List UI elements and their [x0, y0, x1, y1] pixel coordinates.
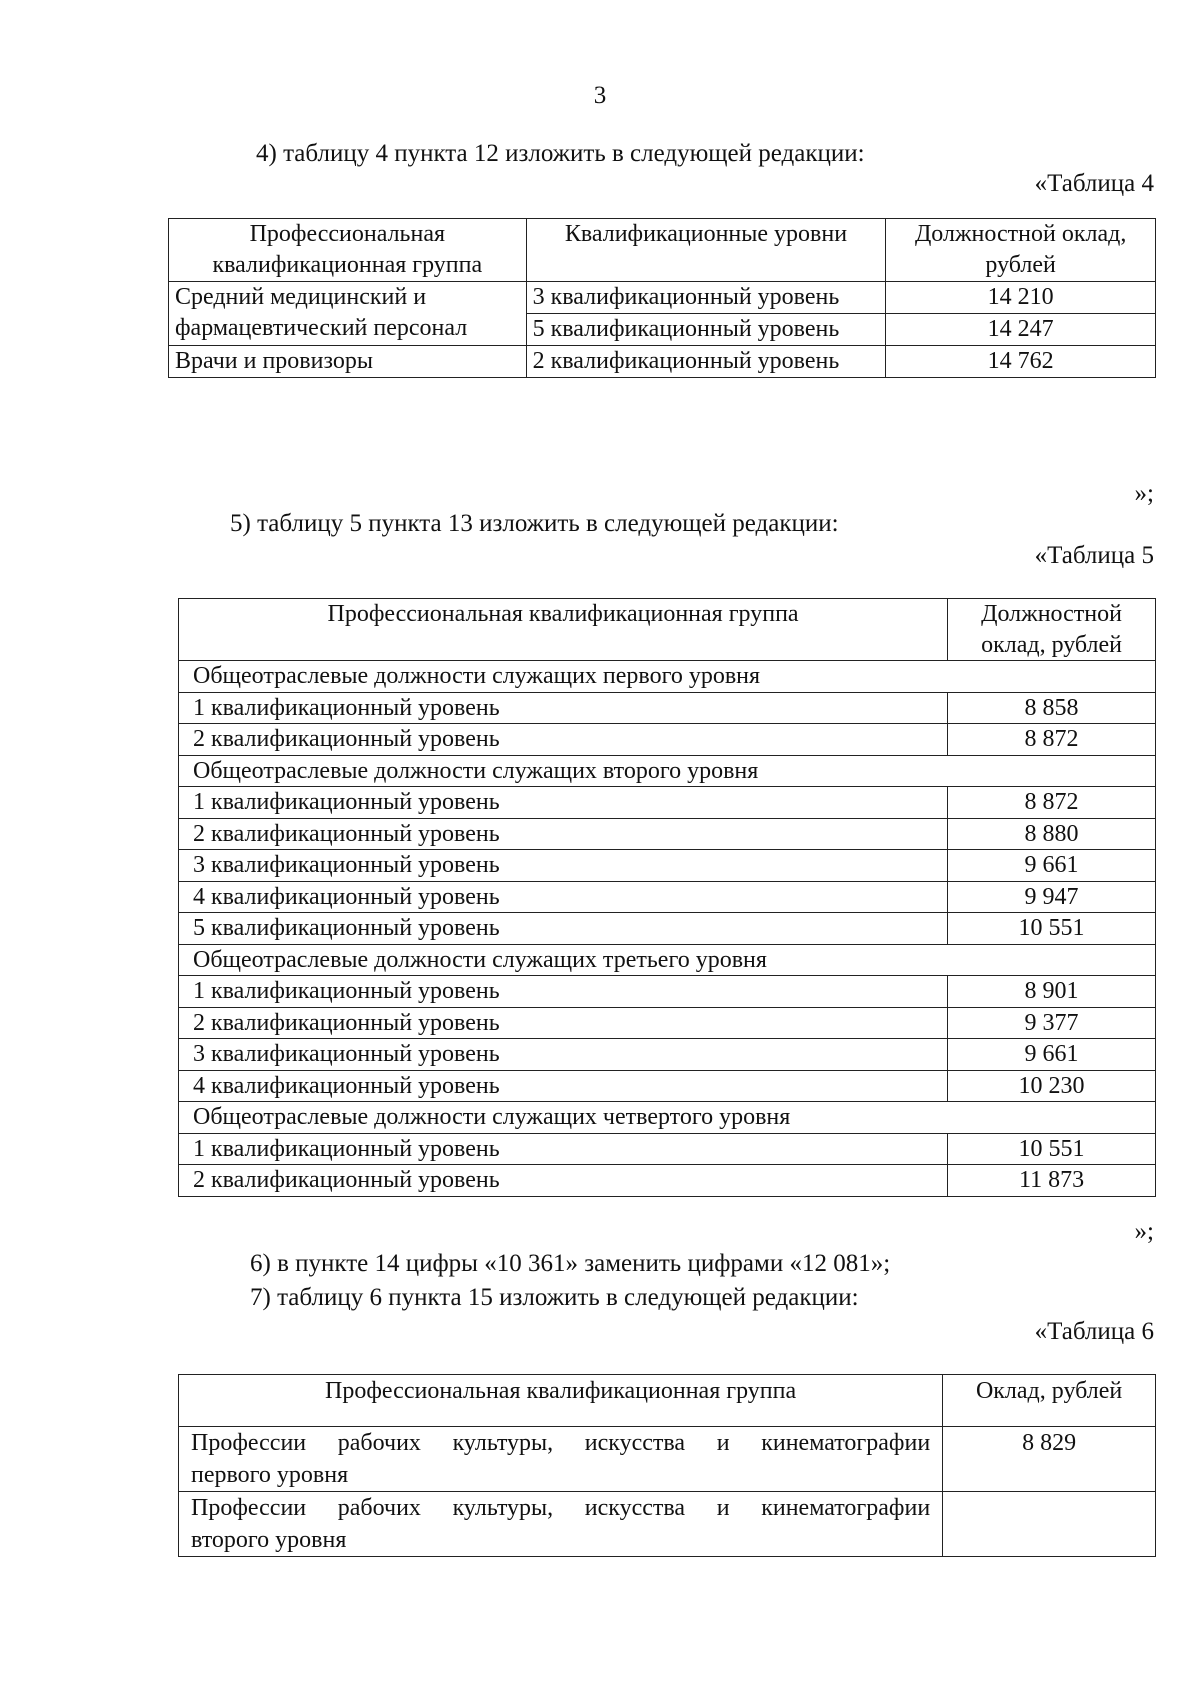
table-5-salary: 9 947 — [948, 881, 1156, 913]
table-6-header-group: Профессиональная квалификационная группа — [179, 1375, 943, 1427]
table-6-group-line2: второго уровня — [191, 1527, 347, 1553]
table-6-group-cell — [179, 1492, 943, 1557]
table-4-header-salary: Должностной оклад, рублей — [886, 219, 1156, 282]
table-5-level: 2 квалификационный уровень — [179, 1007, 948, 1039]
table-6-caption: «Таблица 6 — [1034, 1318, 1154, 1345]
table-5-group-row — [179, 1102, 1156, 1134]
table-5-level: 1 квалификационный уровень — [179, 976, 948, 1008]
table-5-salary: 9 661 — [948, 1039, 1156, 1071]
item-5-text: 5) таблицу 5 пункта 13 изложить в следующей редакции: — [230, 510, 839, 537]
item-6-text: 6) в пункте 14 цифры «10 361» заменить цифрами «12 081»; — [250, 1250, 891, 1277]
table-4-header-levels: Квалификационные уровни — [526, 219, 886, 282]
table-4-level: 3 квалификационный уровень — [526, 282, 886, 314]
table-5-level: 3 квалификационный уровень — [179, 1039, 948, 1071]
table-row — [179, 1039, 1156, 1071]
table-5-header-group: Профессиональная квалификационная группа — [179, 599, 948, 661]
table-row — [179, 1133, 1156, 1165]
table-4 — [168, 218, 1156, 378]
table-row — [179, 1165, 1156, 1197]
table-5-salary: 8 880 — [948, 818, 1156, 850]
table-5-level: 1 квалификационный уровень — [179, 1133, 948, 1165]
table-5-level: 2 квалификационный уровень — [179, 1165, 948, 1197]
table-5-salary: 10 230 — [948, 1070, 1156, 1102]
table-5-salary: 8 901 — [948, 976, 1156, 1008]
table-5-header-row — [179, 599, 1156, 661]
table-5-salary: 10 551 — [948, 1133, 1156, 1165]
table-5-salary: 8 872 — [948, 787, 1156, 819]
table-5-level: 1 квалификационный уровень — [179, 787, 948, 819]
table-6-header-salary: Оклад, рублей — [943, 1375, 1156, 1427]
table-4-salary: 14 762 — [886, 346, 1156, 378]
table-5-salary: 9 661 — [948, 850, 1156, 882]
table-4-salary: 14 210 — [886, 282, 1156, 314]
table-5-salary: 9 377 — [948, 1007, 1156, 1039]
table-5-caption: «Таблица 5 — [1034, 542, 1154, 569]
table-5-salary: 11 873 — [948, 1165, 1156, 1197]
table-5-salary: 8 858 — [948, 692, 1156, 724]
table-4-closing: »; — [1134, 480, 1154, 507]
table-5-level: 5 квалификационный уровень — [179, 913, 948, 945]
table-row — [179, 881, 1156, 913]
table-6-header-row — [179, 1375, 1156, 1427]
table-5-level: 2 квалификационный уровень — [179, 818, 948, 850]
table-row — [169, 282, 1156, 314]
table-5-group-name: Общеотраслевые должности служащих третьего уровня — [179, 944, 1156, 976]
table-row — [179, 1492, 1156, 1557]
page-number: 3 — [593, 82, 607, 109]
table-6 — [178, 1374, 1156, 1557]
table-4-group-name: Средний медицинский и фармацевтический персонал — [169, 282, 527, 346]
table-5-level: 4 квалификационный уровень — [179, 881, 948, 913]
table-4-group-name: Врачи и провизоры — [169, 346, 527, 378]
table-4-salary: 14 247 — [886, 314, 1156, 346]
table-5-group-name: Общеотраслевые должности служащих второго уровня — [179, 755, 1156, 787]
table-5-salary: 8 872 — [948, 724, 1156, 756]
table-5-closing: »; — [1134, 1218, 1154, 1245]
table-4-header-row — [169, 219, 1156, 282]
table-6-salary: 8 829 — [943, 1427, 1156, 1492]
table-row — [179, 818, 1156, 850]
table-row — [179, 1007, 1156, 1039]
table-4-level: 2 квалификационный уровень — [526, 346, 886, 378]
table-row — [179, 913, 1156, 945]
table-row — [179, 1427, 1156, 1492]
table-row — [179, 976, 1156, 1008]
table-5-header-salary: Должностной оклад, рублей — [948, 599, 1156, 661]
item-4-text: 4) таблицу 4 пункта 12 изложить в следующей редакции: — [256, 140, 865, 167]
table-4-level: 5 квалификационный уровень — [526, 314, 886, 346]
table-6-group-cell — [179, 1427, 943, 1492]
table-5-group-row — [179, 755, 1156, 787]
table-row — [179, 724, 1156, 756]
table-6-group-line2: первого уровня — [191, 1462, 349, 1488]
table-5 — [178, 598, 1156, 1197]
table-5-level: 1 квалификационный уровень — [179, 692, 948, 724]
table-row — [179, 787, 1156, 819]
table-5-group-name: Общеотраслевые должности служащих четвертого уровня — [179, 1102, 1156, 1134]
table-4-caption: «Таблица 4 — [1034, 170, 1154, 197]
item-7-text: 7) таблицу 6 пункта 15 изложить в следующей редакции: — [250, 1284, 859, 1311]
table-5-level: 2 квалификационный уровень — [179, 724, 948, 756]
table-5-group-row — [179, 661, 1156, 693]
table-5-salary: 10 551 — [948, 913, 1156, 945]
table-6-salary — [943, 1492, 1156, 1557]
table-row — [179, 1070, 1156, 1102]
table-5-level: 3 квалификационный уровень — [179, 850, 948, 882]
table-6-group-line1: Профессии рабочих культуры, искусства и кинематографии — [191, 1495, 931, 1521]
table-5-group-row — [179, 944, 1156, 976]
table-4-header-group: Профессиональная квалификационная группа — [169, 219, 527, 282]
table-row — [169, 346, 1156, 378]
table-row — [179, 692, 1156, 724]
table-row — [179, 850, 1156, 882]
table-5-group-name: Общеотраслевые должности служащих первого уровня — [179, 661, 1156, 693]
table-6-group-line1: Профессии рабочих культуры, искусства и кинематографии — [191, 1430, 931, 1456]
table-5-level: 4 квалификационный уровень — [179, 1070, 948, 1102]
